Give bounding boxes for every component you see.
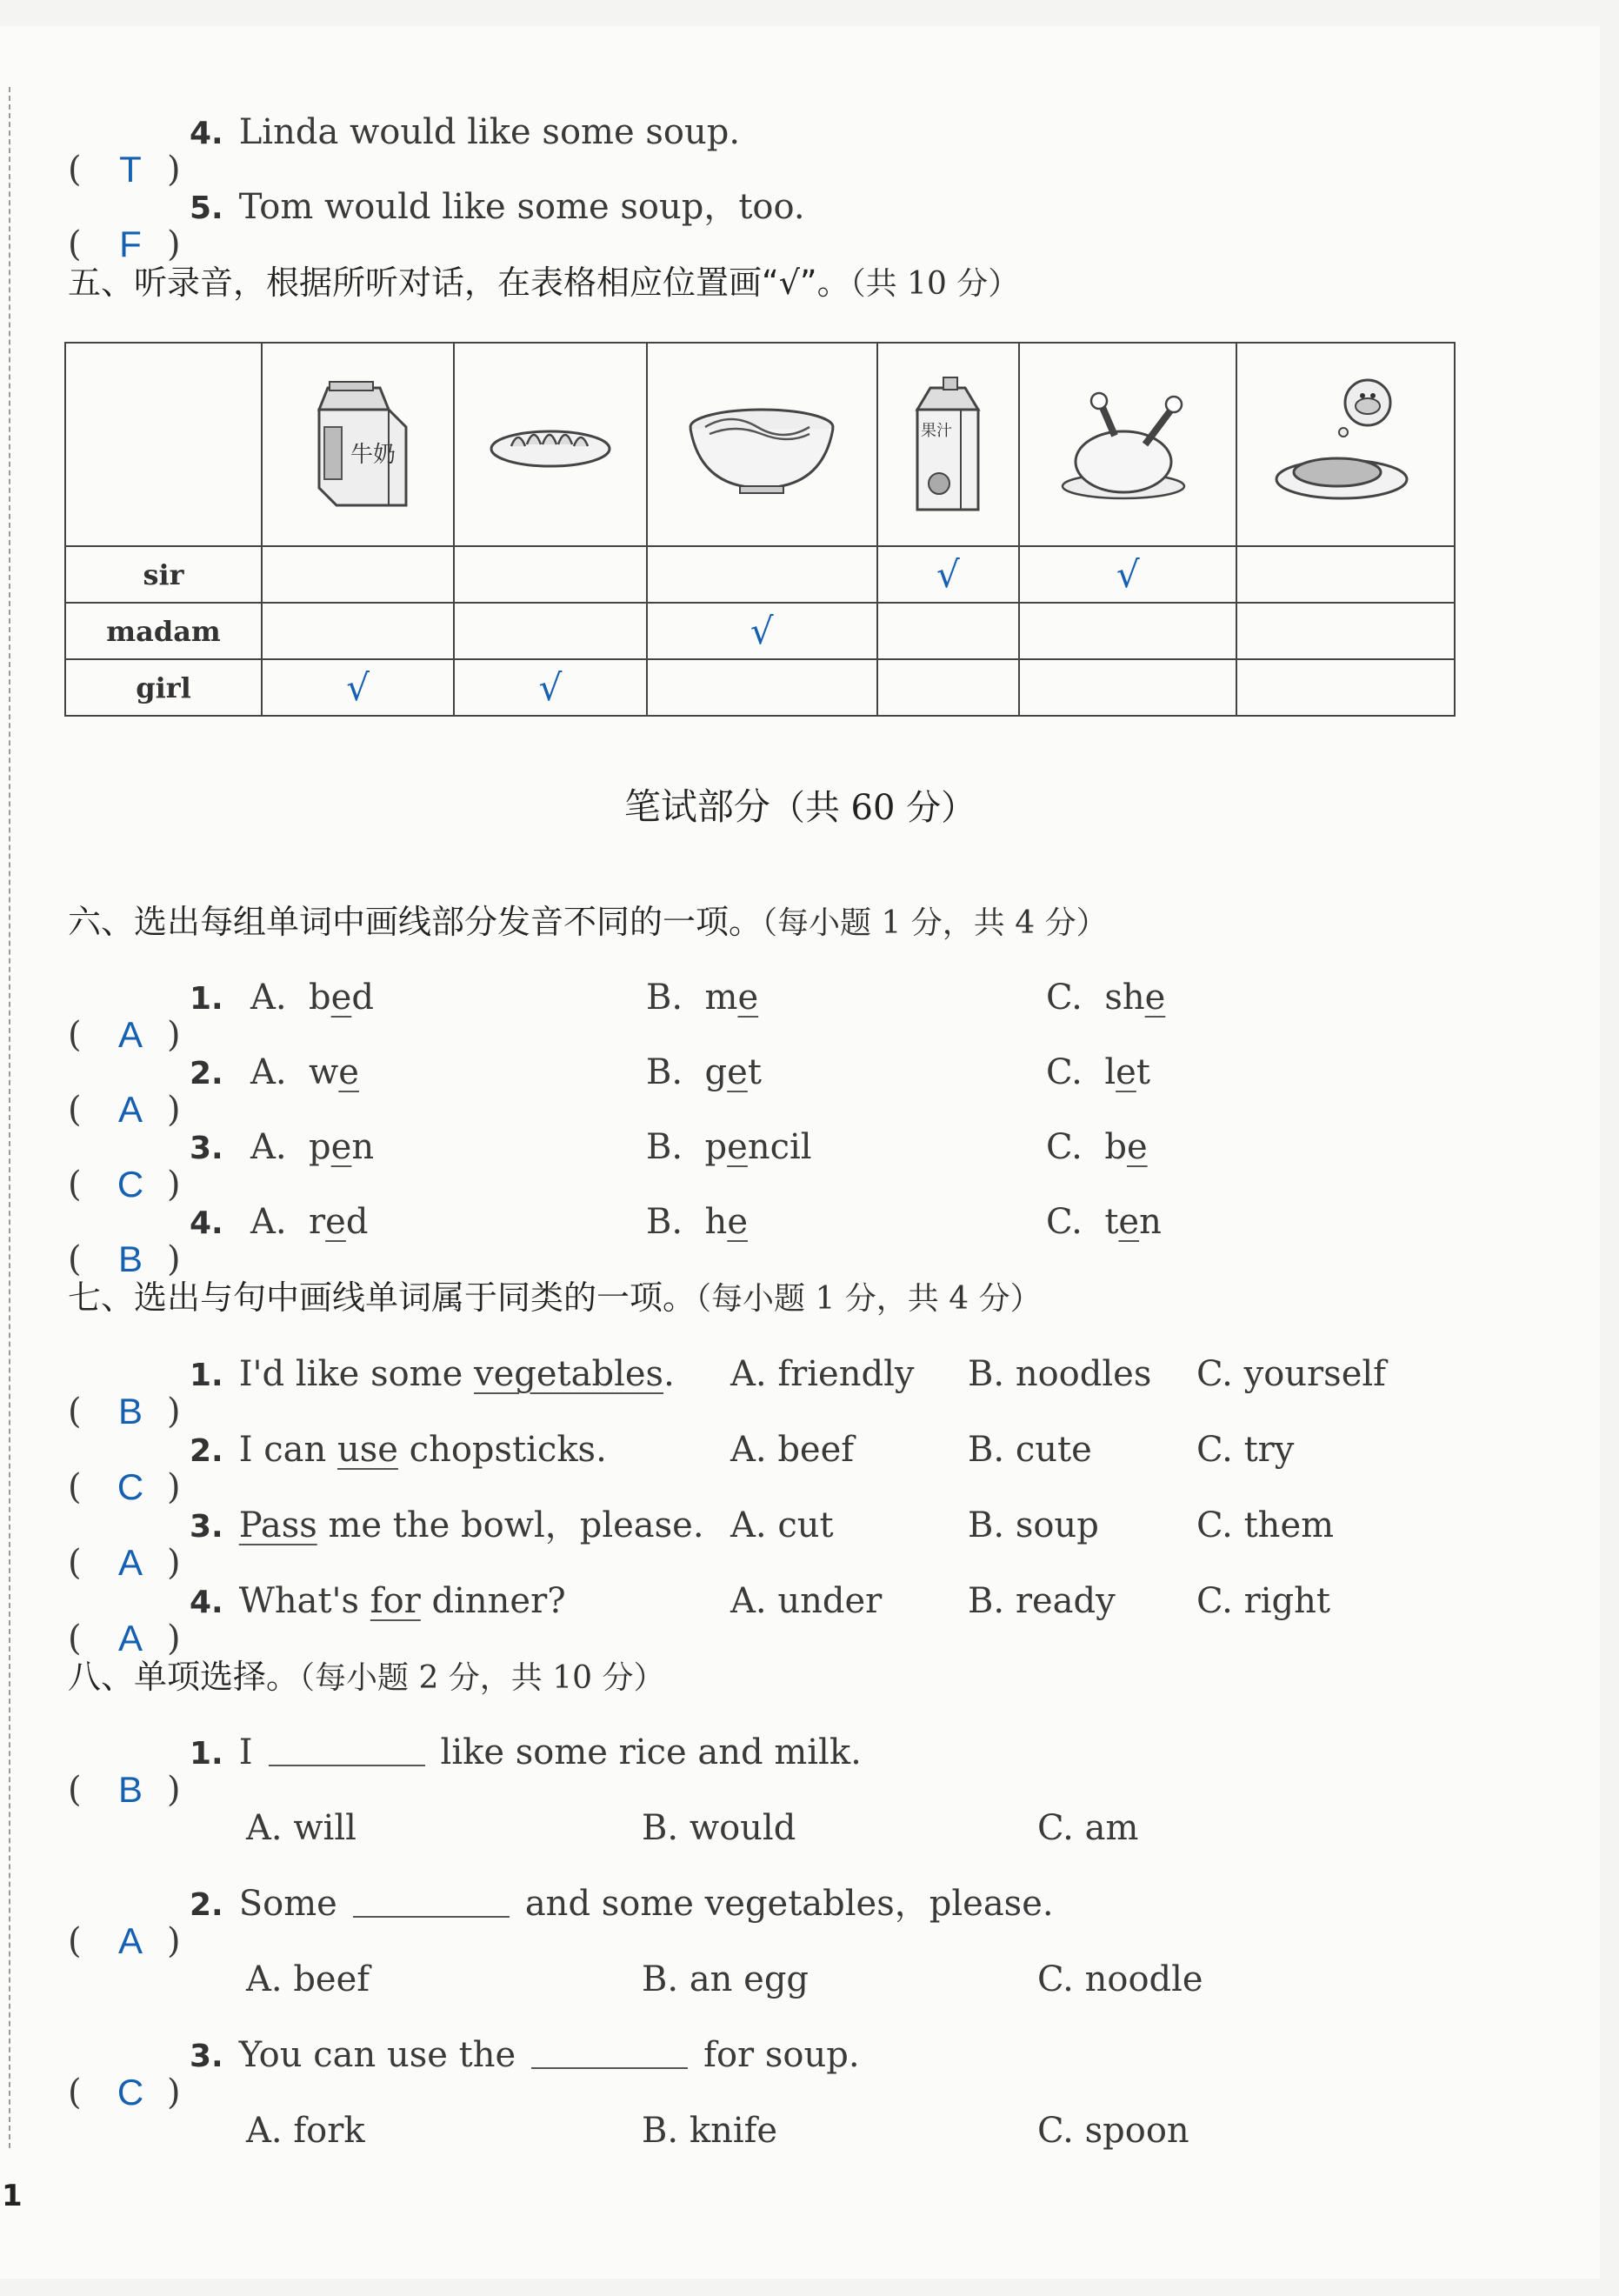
answer-box[interactable]: C [117, 1164, 144, 1205]
check-cell[interactable]: √ [262, 659, 454, 716]
s7-item-3: ( A ) 3. Pass me the bowl，please. A. cut B. soup C. them [68, 1499, 704, 1552]
option-a[interactable]: A. pen [250, 1127, 375, 1167]
option-b[interactable]: B. an egg [642, 1959, 810, 1999]
answer-blank[interactable] [269, 1726, 425, 1766]
check-cell[interactable] [647, 659, 877, 716]
s6-item-4: ( B ) 4. A. red B. he C. ten [68, 1196, 239, 1248]
option-a[interactable]: A. will [246, 1808, 356, 1848]
svg-text:果汁: 果汁 [921, 422, 953, 440]
section-8-heading: 八、单项选择。（每小题 2 分，共 10 分） [68, 1658, 665, 1696]
beef-cell [1236, 343, 1455, 546]
option-a[interactable]: A. bed [250, 978, 374, 1018]
question-number: 1. [190, 1736, 223, 1772]
answer-blank[interactable] [531, 2029, 688, 2069]
table-row-girl [65, 659, 1455, 716]
question-number: 3. [190, 2039, 223, 2074]
answer-box[interactable]: A [117, 1014, 143, 1055]
option-c[interactable]: C. right [1196, 1581, 1330, 1621]
table-row-madam [65, 603, 1455, 659]
option-a[interactable]: A. under [730, 1581, 883, 1621]
chicken-cell [1019, 343, 1237, 546]
question-number: 4. [190, 116, 223, 151]
answer-box[interactable]: A [117, 1920, 143, 1961]
question-number: 2. [190, 1433, 223, 1469]
check-cell[interactable] [877, 603, 1019, 659]
s8-item-2: ( A ) 2. Some and some vegetables，please. [68, 1878, 1054, 1930]
check-cell[interactable] [1019, 603, 1237, 659]
chicken-icon [1054, 384, 1202, 505]
noodles-bowl-icon [683, 392, 840, 497]
juice-carton-icon [900, 370, 996, 518]
check-cell[interactable] [1236, 546, 1455, 603]
s7-item-1: ( B ) 1. I'd like some vegetables. A. friendly B. noodles C. yourself [68, 1348, 675, 1400]
answer-box[interactable]: A [117, 1089, 143, 1130]
table-corner [65, 343, 262, 546]
section-5-heading: 五、听录音，根据所听对话，在表格相应位置画“√”。（共 10 分） [68, 264, 1020, 302]
question-text: Linda would like some soup. [238, 112, 741, 152]
question-number: 3. [190, 1131, 223, 1166]
tf-item-4: ( T ) 4. Linda would like some soup. [68, 106, 740, 158]
question-number: 3. [190, 1509, 223, 1545]
dumplings-cell [454, 343, 646, 546]
answer-blank[interactable] [353, 1878, 510, 1918]
check-cell[interactable]: √ [1019, 546, 1237, 603]
option-b[interactable]: B. knife [642, 2111, 778, 2151]
question-number: 1. [190, 981, 223, 1017]
question-number: 5. [190, 190, 223, 226]
answer-box[interactable]: A [117, 1542, 143, 1583]
question-number: 4. [190, 1585, 223, 1620]
check-cell[interactable] [454, 603, 646, 659]
option-b[interactable]: B. would [642, 1808, 796, 1848]
question-text: Tom would like some soup，too. [238, 187, 805, 227]
beef-steak-icon [1272, 375, 1420, 514]
option-a[interactable]: A. friendly [730, 1354, 915, 1394]
answer-box[interactable]: C [117, 2072, 144, 2112]
listening-table [64, 342, 1456, 717]
check-cell[interactable]: √ [647, 603, 877, 659]
row-label: girl [65, 659, 262, 716]
s6-item-3: ( C ) 3. A. pen B. pencil C. be [68, 1121, 239, 1173]
option-c[interactable]: C. she [1046, 978, 1166, 1018]
section-7-heading: 七、选出与句中画线单词属于同类的一项。（每小题 1 分，共 4 分） [68, 1278, 1042, 1317]
juice-cell [877, 343, 1019, 546]
option-a[interactable]: A. beef [730, 1430, 855, 1470]
s6-item-1: ( A ) 1. A. bed B. me C. she [68, 971, 239, 1024]
option-c[interactable]: C. ten [1046, 1202, 1162, 1242]
answer-box[interactable]: B [117, 1238, 143, 1279]
svg-text:牛奶: 牛奶 [350, 442, 396, 468]
section-6-heading: 六、选出每组单词中画线部分发音不同的一项。（每小题 1 分，共 4 分） [68, 903, 1108, 941]
option-c[interactable]: C. let [1046, 1052, 1150, 1092]
option-b[interactable]: B. he [646, 1202, 748, 1242]
option-a[interactable]: A. fork [246, 2111, 365, 2151]
binding-margin-line [9, 87, 10, 2148]
answer-box[interactable]: B [117, 1391, 143, 1432]
question-number: 2. [190, 1056, 223, 1091]
check-cell[interactable] [647, 546, 877, 603]
check-cell[interactable]: √ [454, 659, 646, 716]
written-part-title: 笔试部分（共 60 分） [623, 785, 976, 828]
check-cell[interactable] [877, 659, 1019, 716]
noodles-cell [647, 343, 877, 546]
check-cell[interactable] [454, 546, 646, 603]
option-b[interactable]: B. me [646, 978, 759, 1018]
question-number: 4. [190, 1205, 223, 1241]
check-cell[interactable] [1236, 603, 1455, 659]
question-number: 1. [190, 1358, 223, 1393]
option-a[interactable]: A. cut [730, 1505, 834, 1545]
milk-carton-icon [293, 375, 423, 514]
option-c[interactable]: C. noodle [1037, 1959, 1203, 1999]
check-cell[interactable]: √ [877, 546, 1019, 603]
milk-cell [262, 343, 454, 546]
answer-box[interactable]: B [117, 1769, 143, 1810]
answer-box[interactable]: A [117, 1618, 143, 1659]
tf-item-5: ( F ) 5. Tom would like some soup，too. [68, 181, 805, 233]
option-c[interactable]: C. them [1196, 1505, 1335, 1545]
option-c[interactable]: C. spoon [1037, 2111, 1189, 2151]
answer-box[interactable]: C [117, 1466, 144, 1507]
option-c[interactable]: C. try [1196, 1430, 1295, 1470]
option-a[interactable]: A. we [250, 1052, 359, 1092]
check-cell[interactable] [262, 546, 454, 603]
question-number: 2. [190, 1887, 223, 1923]
row-label: sir [65, 546, 262, 603]
option-a[interactable]: A. beef [246, 1959, 370, 1999]
option-c[interactable]: C. be [1046, 1127, 1148, 1167]
check-cell[interactable] [1236, 659, 1455, 716]
option-c[interactable]: C. am [1037, 1808, 1139, 1848]
table-row-sir [65, 546, 1455, 603]
answer-box[interactable]: T [119, 149, 142, 190]
dumplings-plate-icon [485, 410, 616, 479]
option-b[interactable]: B. noodles [968, 1354, 1152, 1394]
s7-item-4: ( A ) 4. What's for dinner? A. under B. ready C. right [68, 1575, 566, 1627]
s8-item-1: ( B ) 1. I like some rice and milk. [68, 1726, 862, 1779]
row-label: madam [65, 603, 262, 659]
option-b[interactable]: B. get [646, 1052, 762, 1092]
option-b[interactable]: B. pencil [646, 1127, 812, 1167]
option-b[interactable]: B. soup [968, 1505, 1099, 1545]
check-cell[interactable] [262, 603, 454, 659]
answer-box[interactable]: F [119, 224, 142, 264]
check-cell[interactable] [1019, 659, 1237, 716]
option-c[interactable]: C. yourself [1196, 1354, 1386, 1394]
option-b[interactable]: B. cute [968, 1430, 1092, 1470]
page-number: 1 [2, 2179, 23, 2213]
option-a[interactable]: A. red [250, 1202, 369, 1242]
s7-item-2: ( C ) 2. I can use chopsticks. A. beef B. cute C. try [68, 1424, 607, 1476]
s6-item-2: ( A ) 2. A. we B. get C. let [68, 1046, 239, 1098]
s8-item-3: ( C ) 3. You can use the for soup. [68, 2029, 860, 2081]
option-b[interactable]: B. ready [968, 1581, 1116, 1621]
